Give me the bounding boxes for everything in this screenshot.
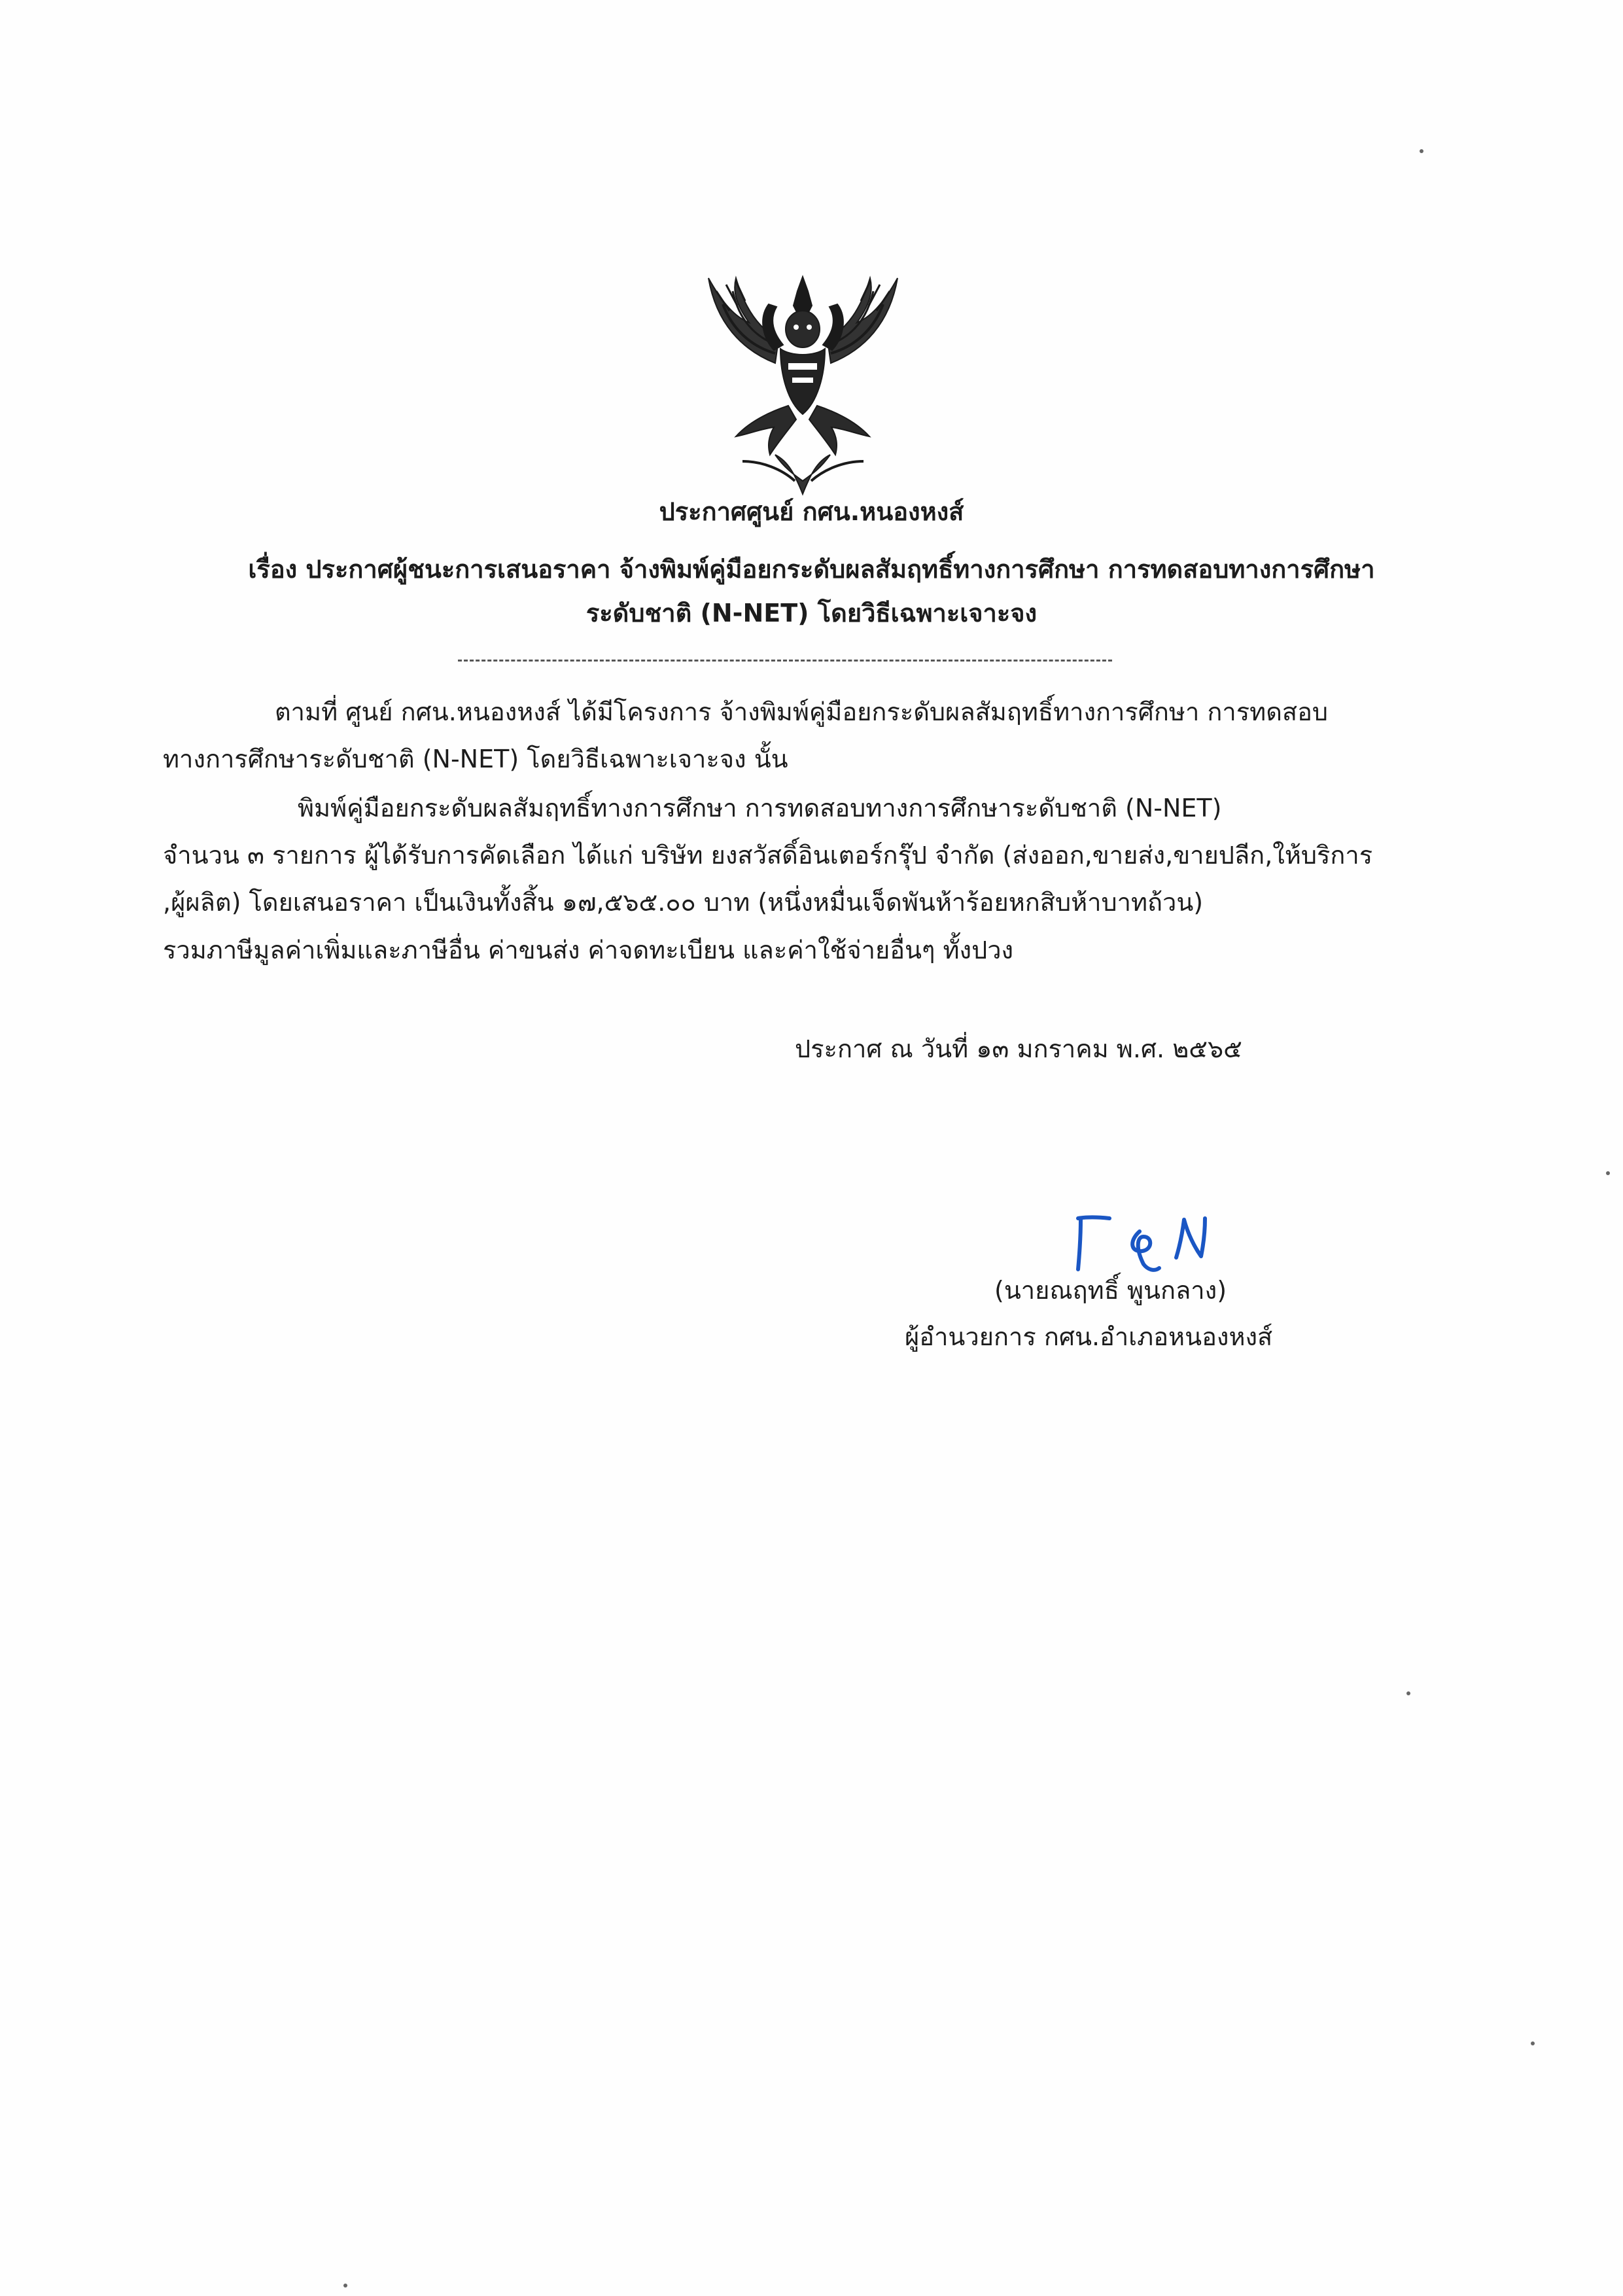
garuda-emblem-icon: [697, 265, 909, 507]
subject-line-1: เรื่อง ประกาศผู้ชนะการเสนอราคา จ้างพิมพ์คู่มือยกระดับผลสัมฤทธิ์ทางการศึกษา การทดสอบทางการศึกษา: [248, 555, 1375, 584]
announcement-title: ประกาศศูนย์ กศน.หนองหงส์: [659, 497, 964, 526]
signatory-position: ผู้อำนวยการ กศน.อำเภอหนองหงส์: [905, 1322, 1273, 1351]
signatory-name: (นายณฤทธิ์ พูนกลาง): [994, 1276, 1227, 1305]
paragraph2-line4: รวมภาษีมูลค่าเพิ่มและภาษีอื่น ค่าขนส่ง ค่าจดทะเบียน และค่าใช้จ่ายอื่นๆ ทั้งปวง: [163, 936, 1014, 964]
paragraph2-line2: จำนวน ๓ รายการ ผู้ได้รับการคัดเลือก ได้แก่ บริษัท ยงสวัสดิ์อินเตอร์กรุ๊ป จำกัด (ส่งออก,ขายส่ง,ขายปลีก,ให้บริการ: [163, 841, 1373, 870]
handwritten-signature: [1066, 1204, 1236, 1276]
scan-speck: [1606, 1171, 1610, 1175]
header-divider: [458, 660, 1112, 662]
scan-speck: [1420, 149, 1423, 153]
paragraph1-line2: ทางการศึกษาระดับชาติ (N-NET) โดยวิธีเฉพาะเจาะจง นั้น: [163, 745, 788, 773]
subject-line-2: ระดับชาติ (N-NET) โดยวิธีเฉพาะเจาะจง: [585, 599, 1038, 627]
scan-speck: [1531, 2041, 1535, 2045]
announcement-date: ประกาศ ณ วันที่ ๑๓ มกราคม พ.ศ. ๒๕๖๕: [795, 1034, 1242, 1063]
paragraph1-line1: ตามที่ ศูนย์ กศน.หนองหงส์ ได้มีโครงการ จ้างพิมพ์คู่มือยกระดับผลสัมฤทธิ์ทางการศึกษา การทดสอบ: [275, 698, 1329, 726]
paragraph2-line3: ,ผู้ผลิต) โดยเสนอราคา เป็นเงินทั้งสิ้น ๑๗,๕๖๕.๐๐ บาท (หนึ่งหมื่นเจ็ดพันห้าร้อยหกสิบห้าบาทถ้วน): [163, 888, 1204, 917]
scan-speck: [343, 2284, 347, 2287]
paragraph2-line1: พิมพ์คู่มือยกระดับผลสัมฤทธิ์ทางการศึกษา การทดสอบทางการศึกษาระดับชาติ (N-NET): [298, 794, 1222, 822]
scan-speck: [1406, 1691, 1410, 1695]
